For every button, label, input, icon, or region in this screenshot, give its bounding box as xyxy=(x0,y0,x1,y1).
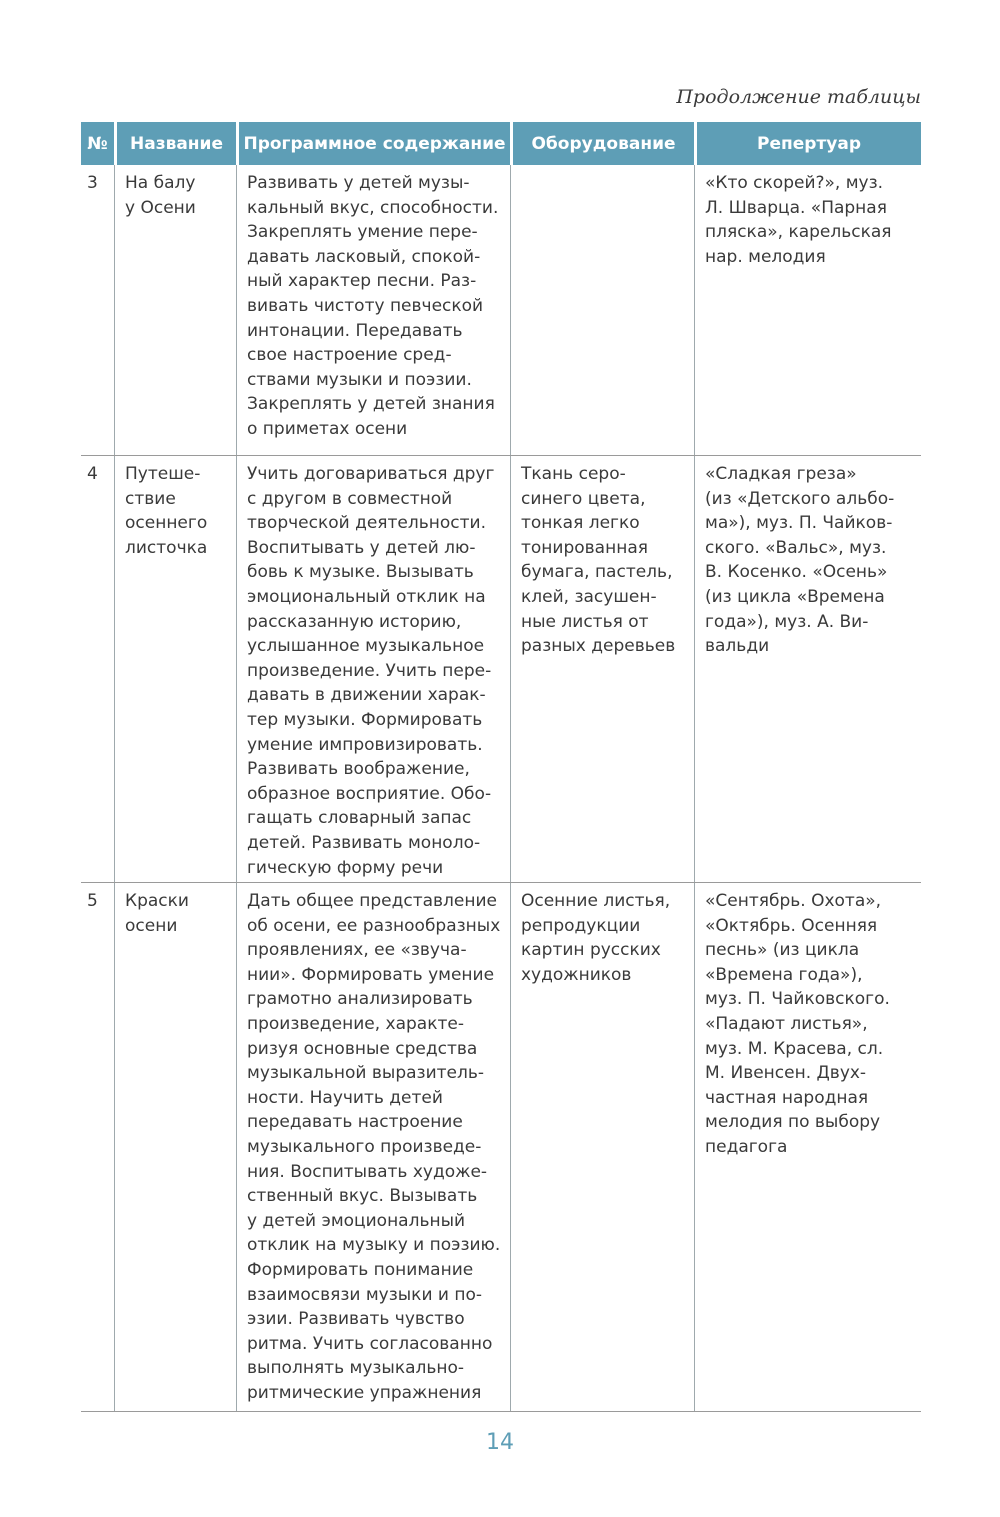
row-program-content-line: образное восприятие. Обо- xyxy=(247,783,492,804)
row-program-content-line: Воспитывать у детей лю- xyxy=(247,537,476,558)
row-repertoire-line: «Падают листья», xyxy=(705,1013,868,1034)
row-program-content-line: у детей эмоциональный xyxy=(247,1210,466,1231)
row-program-content-line: ности. Научить детей xyxy=(247,1087,443,1108)
row-repertoire-line: педагога xyxy=(705,1136,788,1157)
row-program-content-line: рассказанную историю, xyxy=(247,611,462,632)
row-number: 4 xyxy=(87,464,98,484)
row-equipment-line: картин русских xyxy=(521,940,661,961)
row-program-content-line: произведение. Учить пере- xyxy=(247,660,492,681)
row-program-content-line: Закреплять умение пере- xyxy=(247,222,478,243)
row-repertoire-line: муз. П. Чайковского. xyxy=(705,989,890,1010)
row-equipment-line: бумага, пастель, xyxy=(521,562,673,583)
row-program-content-line: выполнять музыкально- xyxy=(247,1358,465,1379)
row-program-content-line: проявлениях, ее «звуча- xyxy=(247,940,467,961)
row-program-content-line: гическую форму речи xyxy=(247,857,444,878)
row-program-content-line: ный характер песни. Раз- xyxy=(247,271,477,292)
row-equipment-line: Ткань серо- xyxy=(521,464,626,484)
row-title-line: Краски xyxy=(125,891,189,911)
row-title-line: у Осени xyxy=(125,197,196,218)
row-program-content-line: тер музыки. Формировать xyxy=(247,709,483,730)
row-program-content-line: ствами музыки и поэзии. xyxy=(247,369,472,390)
row-repertoire-line: частная народная xyxy=(705,1087,869,1108)
table-row xyxy=(81,883,921,1412)
row-program-content-line: Закреплять у детей знания xyxy=(247,394,495,415)
row-program-content-line: Развивать воображение, xyxy=(247,759,470,780)
row-program-content-line: интонации. Передавать xyxy=(247,320,463,341)
row-program-content-line: отклик на музыку и поэзию. xyxy=(247,1235,501,1256)
row-program-content xyxy=(236,165,510,455)
row-program-content-line: вивать чистоту певческой xyxy=(247,295,484,316)
row-title xyxy=(114,883,236,1411)
row-title-line: На балу xyxy=(125,173,196,193)
row-repertoire xyxy=(694,456,921,882)
row-program-content-line: Формировать понимание xyxy=(247,1259,474,1280)
row-repertoire-line: В. Косенко. «Осень» xyxy=(705,562,888,583)
row-program-content-line: кальный вкус, способности. xyxy=(247,197,499,218)
row-program-content-line: ритмические упражнения xyxy=(247,1382,482,1403)
row-program-content xyxy=(236,883,510,1411)
row-repertoire-line: «Кто скорей?», муз. xyxy=(705,173,884,193)
row-program-content-line: ризуя основные средства xyxy=(247,1038,478,1059)
row-program-content-line: с другом в совместной xyxy=(247,488,453,509)
row-equipment-line: тонированная xyxy=(521,537,648,558)
row-repertoire-line: «Сентябрь. Охота», xyxy=(705,891,882,911)
row-program-content-line: ния. Воспитывать художе- xyxy=(247,1161,488,1182)
row-program-content-line: эзии. Развивать чувство xyxy=(247,1309,465,1330)
row-equipment xyxy=(510,456,694,882)
row-repertoire-line: (из «Детского альбо- xyxy=(705,488,895,509)
row-program-content-line: о приметах осени xyxy=(247,418,408,439)
row-title-line: Путеше- xyxy=(125,464,201,484)
table-body xyxy=(81,165,921,1412)
row-program-content-line: произведение, характе- xyxy=(247,1013,464,1034)
row-program-content-line: гащать словарный запас xyxy=(247,808,472,829)
row-repertoire-line: нар. мелодия xyxy=(705,246,826,267)
row-equipment-line: клей, засушен- xyxy=(521,586,657,607)
row-title-line: ствие xyxy=(125,488,176,509)
row-program-content-line: творческой деятельности. xyxy=(247,513,486,534)
row-repertoire xyxy=(694,883,921,1411)
row-repertoire-line: ского. «Вальс», муз. xyxy=(705,537,887,558)
row-repertoire-line: мелодия по выбору xyxy=(705,1112,881,1133)
row-repertoire-line: муз. М. Красева, сл. xyxy=(705,1038,884,1059)
row-title xyxy=(114,456,236,882)
header-program-content: Программное содержание xyxy=(236,122,510,165)
program-table xyxy=(81,122,921,1412)
row-program-content-line: Учить договариваться друг xyxy=(247,464,495,484)
row-program-content-line: Развивать у детей музы- xyxy=(247,173,470,193)
row-program-content-line: музыкальной выразитель- xyxy=(247,1063,485,1084)
table-row xyxy=(81,456,921,883)
row-equipment xyxy=(510,883,694,1411)
row-repertoire-line: «Времена года»), xyxy=(705,964,863,985)
row-program-content-line: давать ласковый, спокой- xyxy=(247,246,481,267)
row-program-content-line: нии». Формировать умение xyxy=(247,964,495,985)
row-repertoire-line: «Сладкая греза» xyxy=(705,464,857,484)
row-repertoire-line: Л. Шварца. «Парная xyxy=(705,197,887,218)
row-repertoire-line: М. Ивенсен. Двух- xyxy=(705,1063,867,1084)
row-equipment-line: репродукции xyxy=(521,915,641,936)
table-row xyxy=(81,165,921,456)
row-title-line: листочка xyxy=(125,537,208,558)
row-repertoire-line: пляска», карельская xyxy=(705,222,892,243)
row-title-line: осеннего xyxy=(125,513,208,534)
row-program-content-line: детей. Развивать моноло- xyxy=(247,832,481,853)
header-repertoire: Репертуар xyxy=(694,122,921,165)
table-continuation-caption: Продолжение таблицы xyxy=(676,86,921,108)
row-equipment-line: синего цвета, xyxy=(521,488,646,509)
row-program-content-line: об осени, ее разнообразных xyxy=(247,915,501,936)
row-equipment-line: тонкая легко xyxy=(521,513,640,534)
row-number: 3 xyxy=(87,173,98,193)
row-program-content-line: ритма. Учить согласованно xyxy=(247,1333,493,1354)
row-program-content-line: Дать общее представление xyxy=(247,891,497,911)
row-program-content-line: умение импровизировать. xyxy=(247,734,483,755)
row-equipment-line: разных деревьев xyxy=(521,636,676,657)
row-repertoire-line: года»), муз. А. Ви- xyxy=(705,611,869,632)
row-equipment xyxy=(510,165,694,455)
row-number: 5 xyxy=(87,891,98,911)
row-program-content-line: музыкального произведе- xyxy=(247,1136,482,1157)
row-program-content-line: передавать настроение xyxy=(247,1112,463,1133)
row-repertoire-line: ма»), муз. П. Чайков- xyxy=(705,513,893,534)
header-title: Название xyxy=(114,122,236,165)
page-number: 14 xyxy=(486,1430,514,1455)
row-repertoire-line: вальди xyxy=(705,636,770,657)
row-program-content-line: эмоциональный отклик на xyxy=(247,586,486,607)
row-title-line: осени xyxy=(125,915,178,936)
row-repertoire-line: «Октябрь. Осенняя xyxy=(705,915,878,936)
header-equipment: Оборудование xyxy=(510,122,694,165)
row-title xyxy=(114,165,236,455)
row-program-content-line: взаимосвязи музыки и по- xyxy=(247,1284,483,1305)
row-program-content-line: грамотно анализировать xyxy=(247,989,473,1010)
row-repertoire-line: (из цикла «Времена xyxy=(705,586,885,607)
row-program-content-line: давать в движении харак- xyxy=(247,685,486,706)
row-program-content-line: свое настроение сред- xyxy=(247,345,452,366)
row-equipment-line: ные листья от xyxy=(521,611,649,632)
row-repertoire xyxy=(694,165,921,455)
table-header xyxy=(81,122,921,165)
row-program-content-line: бовь к музыке. Вызывать xyxy=(247,562,474,583)
row-equipment-line: Осенние листья, xyxy=(521,891,671,911)
header-number: № xyxy=(81,122,114,165)
row-program-content-line: услышанное музыкальное xyxy=(247,636,485,657)
row-program-content xyxy=(236,456,510,882)
row-program-content-line: ственный вкус. Вызывать xyxy=(247,1186,478,1207)
row-equipment-line: художников xyxy=(521,964,632,985)
row-repertoire-line: песнь» (из цикла xyxy=(705,940,860,961)
